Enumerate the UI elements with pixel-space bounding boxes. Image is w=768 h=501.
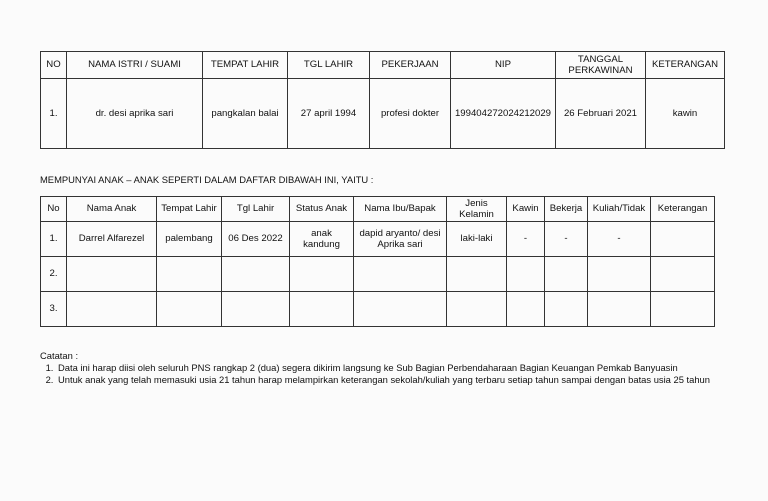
child-name <box>67 292 157 327</box>
header-cell: Kawin <box>507 197 545 222</box>
header-cell: KETERANGAN <box>646 52 725 79</box>
spouse-header-row <box>41 52 725 79</box>
child-married <box>507 257 545 292</box>
child-birthdate <box>222 257 290 292</box>
notes-list <box>40 362 710 386</box>
table-row <box>41 79 725 149</box>
children-table <box>40 196 715 327</box>
child-status <box>290 292 354 327</box>
child-remarks <box>651 222 715 257</box>
header-cell: TEMPAT LAHIR <box>203 52 288 79</box>
spouse-name: dr. desi aprika sari <box>67 79 203 149</box>
spouse-birthplace: pangkalan balai <box>203 79 288 149</box>
header-cell: PEKERJAAN <box>370 52 451 79</box>
table-row <box>41 257 715 292</box>
table-row <box>41 222 715 257</box>
children-heading: MEMPUNYAI ANAK – ANAK SEPERTI DALAM DAFTAR DIBAWAH INI, YAITU : <box>40 174 374 185</box>
header-cell: Bekerja <box>545 197 588 222</box>
child-status: anak kandung <box>290 222 354 257</box>
child-name: Darrel Alfarezel <box>67 222 157 257</box>
notes-section <box>40 350 710 386</box>
child-gender: laki-laki <box>447 222 507 257</box>
notes-title: Catatan : <box>40 350 79 361</box>
header-cell: Nama Anak <box>67 197 157 222</box>
header-cell: NAMA ISTRI / SUAMI <box>67 52 203 79</box>
child-birthplace <box>157 292 222 327</box>
child-birthplace: palembang <box>157 222 222 257</box>
child-remarks <box>651 292 715 327</box>
spouse-no: 1. <box>41 79 67 149</box>
header-cell: Status Anak <box>290 197 354 222</box>
child-parents <box>354 257 447 292</box>
header-cell: TANGGAL PERKAWINAN <box>556 52 646 79</box>
child-studying <box>588 257 651 292</box>
header-cell: Nama Ibu/Bapak <box>354 197 447 222</box>
child-parents: dapid aryanto/ desi Aprika sari <box>354 222 447 257</box>
spouse-nip: 199404272024212029 <box>451 79 556 149</box>
spouse-marriage-date: 26 Februari 2021 <box>556 79 646 149</box>
child-name <box>67 257 157 292</box>
header-cell: Tgl Lahir <box>222 197 290 222</box>
child-studying <box>588 292 651 327</box>
child-studying: - <box>588 222 651 257</box>
child-married: - <box>507 222 545 257</box>
spouse-occupation: profesi dokter <box>370 79 451 149</box>
spouse-birthdate: 27 april 1994 <box>288 79 370 149</box>
child-status <box>290 257 354 292</box>
header-cell: No <box>41 197 67 222</box>
child-working: - <box>545 222 588 257</box>
header-cell: Kuliah/Tidak <box>588 197 651 222</box>
header-cell: NO <box>41 52 67 79</box>
child-working <box>545 257 588 292</box>
child-gender <box>447 292 507 327</box>
header-cell: TGL LAHIR <box>288 52 370 79</box>
child-no: 1. <box>41 222 67 257</box>
child-working <box>545 292 588 327</box>
child-parents <box>354 292 447 327</box>
child-no: 3. <box>41 292 67 327</box>
note-item: 2. Untuk anak yang telah memasuki usia 21 tahun harap melampirkan keterangan sekolah/kuliah yang terbaru setiap tahun sampai dengan batas usia 25 tahun <box>56 374 710 386</box>
children-header-row <box>41 197 715 222</box>
child-birthplace <box>157 257 222 292</box>
child-no: 2. <box>41 257 67 292</box>
child-birthdate <box>222 292 290 327</box>
header-cell: NIP <box>451 52 556 79</box>
header-cell: Tempat Lahir <box>157 197 222 222</box>
header-cell: Jenis Kelamin <box>447 197 507 222</box>
child-gender <box>447 257 507 292</box>
spouse-remarks: kawin <box>646 79 725 149</box>
note-item: 1. Data ini harap diisi oleh seluruh PNS rangkap 2 (dua) segera dikirim langsung ke Sub Bagian Perbendaharaan Bagian Keuangan Pemkab Banyuasin <box>56 362 710 374</box>
table-row <box>41 292 715 327</box>
child-birthdate: 06 Des 2022 <box>222 222 290 257</box>
child-remarks <box>651 257 715 292</box>
header-cell: Keterangan <box>651 197 715 222</box>
child-married <box>507 292 545 327</box>
spouse-table <box>40 51 725 149</box>
